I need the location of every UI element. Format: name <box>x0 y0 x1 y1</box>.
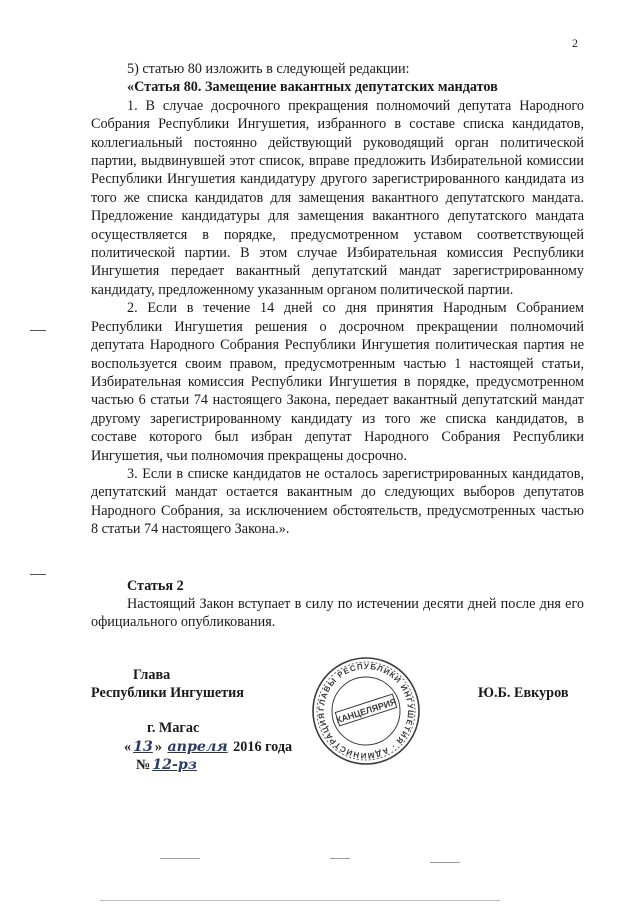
spacer <box>91 539 584 577</box>
footer-dash <box>330 858 350 859</box>
number-value: 12-рз <box>152 757 197 773</box>
signer-name: Ю.Б. Евкуров <box>478 685 569 701</box>
signer-title-line-2: Республики Ингушетия <box>91 685 244 701</box>
margin-mark <box>30 574 46 575</box>
signer-title-line-1: Глава <box>133 667 171 683</box>
article-80-paragraph-3: 3. Если в списке кандидатов не осталось зарегистрированных кандидатов, депутатский мандат остается вакантным до следующих выборов депутатов Народного Собрания, за исключением обстоятельств, предусмотренных частью 8 статьи 74 настоящего Закона.». <box>91 465 584 538</box>
law-number <box>136 756 199 774</box>
article-80-heading: «Статья 80. Замещение вакантных депутатских мандатов <box>127 79 498 96</box>
margin-mark <box>30 330 46 331</box>
date-day: 13 <box>133 739 153 755</box>
signing-city: г. Магас <box>147 720 200 736</box>
article-2-heading: Статья 2 <box>127 577 184 594</box>
footer-dash <box>430 862 460 863</box>
date-year: 2016 года <box>233 739 293 755</box>
number-prefix: № <box>136 757 151 773</box>
date-close-quote: » <box>154 739 162 755</box>
article-80-paragraph-1: 1. В случае досрочного прекращения полномочий депутата Народного Собрания Республики Ингушетия, избранного в составе списка кандидатов, коллегиальный постоянно действующий руководящий орган политической партии, выдвинувшей этот список, вправе предложить Избирательной комиссии Республики Ингушетия кандидатуру другого зарегистрированного кандидата из того же списка кандидатов для замещения вакантного депутатского мандата. Предложение кандидатуры для замещения вакантного депутатского мандата осуществляется в порядке, предусмотренном уставом соответствующей политической партии. В этом случае Избирательная комиссия Республики Ингушетия передает вакантный депутатский мандат зарегистрированному кандидату, предложенному указанным органом политической партии. <box>91 97 584 298</box>
official-seal-stamp <box>310 655 422 767</box>
seal-center-text: КАНЦЕЛЯРИЯ <box>334 696 398 726</box>
footer-dash <box>160 858 200 859</box>
signing-date <box>124 738 292 756</box>
article-2-text: Настоящий Закон вступает в силу по истечении десяти дней после дня его официального опубликования. <box>91 595 584 631</box>
date-month: апреля <box>167 739 228 755</box>
article-80-paragraph-2: 2. Если в течение 14 дней со дня принятия Народным Собранием Республики Ингушетия решения о досрочном прекращении полномочий депутата Народного Собрания Республики Ингушетия политическая партия не воспользуется своим правом, предусмотренным частью 1 настоящей статьи, Избирательная комиссия Республики Ингушетия в порядке, предусмотренном частью 6 статьи 74 настоящего Закона, передает вакантный депутатский мандат другому зарегистрированному кандидату из того же списка кандидатов, в составе которого был избран депутат Народного Собрания Республики Ингушетия, чьи полномочия прекращены досрочно. <box>91 300 584 464</box>
amendment-intro: 5) статью 80 изложить в следующей редакции: <box>127 61 410 77</box>
seal-ring-text: ГЛАВЫ РЕСПУБЛИКИ ИНГУШЕТИЯ · АДМИНИСТРАЦИЯ <box>316 661 416 761</box>
footer-dash <box>100 900 500 901</box>
date-open-quote: « <box>124 739 132 755</box>
page-number: 2 <box>572 36 578 50</box>
document-body <box>91 60 584 632</box>
